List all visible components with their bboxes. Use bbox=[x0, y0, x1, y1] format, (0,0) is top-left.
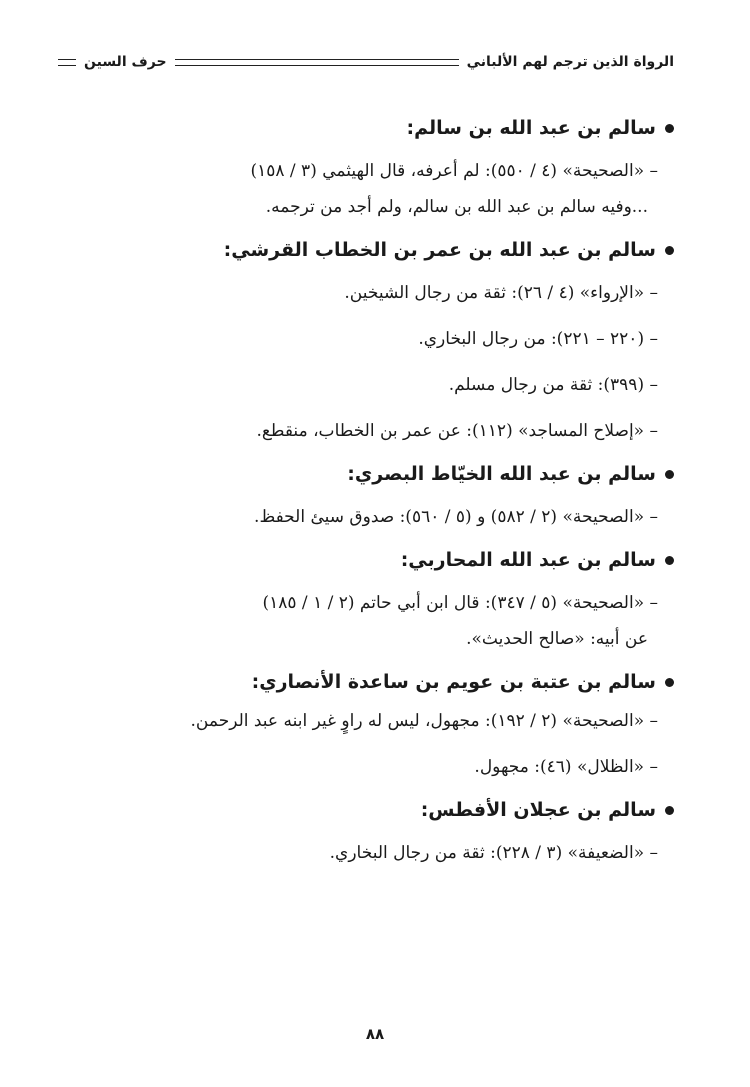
section-title: حرف السين bbox=[84, 54, 167, 70]
entry-line: – «الظلال» (٤٦): مجهول. bbox=[474, 757, 658, 777]
narrator-name: سالم بن عتبة بن عويم بن ساعدة الأنصاري: bbox=[251, 671, 656, 693]
bullet-icon bbox=[665, 556, 674, 565]
narrator-entry bbox=[58, 108, 674, 230]
entry-heading bbox=[58, 662, 674, 702]
narrator-entry bbox=[58, 662, 674, 790]
entry-line: – «الصحيحة» (٥ / ٣٤٧): قال ابن أبي حاتم (٢ / ١ / ١٨٥) bbox=[262, 593, 658, 613]
bullet-icon bbox=[665, 124, 674, 133]
entry-heading bbox=[58, 540, 674, 580]
entry-line: – «الضعيفة» (٣ / ٢٢٨): ثقة من رجال البخاري. bbox=[329, 843, 658, 863]
header-rule-short bbox=[58, 59, 76, 66]
entry-heading bbox=[58, 230, 674, 270]
page-number: ٨٨ bbox=[365, 1025, 385, 1043]
entry-line: عن أبيه: «صالح الحديث». bbox=[466, 629, 648, 649]
book-title: الرواة الذين ترجم لهم الألباني bbox=[466, 54, 674, 70]
bullet-icon bbox=[665, 470, 674, 479]
narrator-entry bbox=[58, 230, 674, 454]
entry-heading bbox=[58, 454, 674, 494]
entry-line: – «الصحيحة» (٢ / ٥٨٢) و (٥ / ٥٦٠): صدوق سيئ الحفظ. bbox=[254, 507, 658, 527]
narrator-name: سالم بن عبد الله بن عمر بن الخطاب القرشي: bbox=[223, 239, 656, 261]
bullet-icon bbox=[665, 678, 674, 687]
entry-heading bbox=[58, 108, 674, 148]
narrator-entry bbox=[58, 790, 674, 876]
narrator-name: سالم بن عجلان الأفطس: bbox=[420, 799, 656, 821]
entry-line: ...وفيه سالم بن عبد الله بن سالم، ولم أجد من ترجمه. bbox=[265, 197, 648, 217]
entry-line: – «إصلاح المساجد» (١١٢): عن عمر بن الخطاب، منقطع. bbox=[256, 421, 658, 441]
entries-list bbox=[58, 108, 674, 876]
entry-line: – (٣٩٩): ثقة من رجال مسلم. bbox=[448, 375, 658, 395]
entry-line: – «الصحيحة» (٢ / ١٩٢): مجهول، ليس له راوٍ غير ابنه عبد الرحمن. bbox=[190, 711, 658, 731]
narrator-name: سالم بن عبد الله الخيّاط البصري: bbox=[347, 463, 656, 485]
entry-line: – (٢٢٠ – ٢٢١): من رجال البخاري. bbox=[418, 329, 658, 349]
entry-line: – «الصحيحة» (٤ / ٥٥٠): لم أعرفه، قال الهيثمي (٣ / ١٥٨) bbox=[250, 161, 658, 181]
entry-line: – «الإرواء» (٤ / ٢٦): ثقة من رجال الشيخين. bbox=[344, 283, 658, 303]
narrator-name: سالم بن عبد الله بن سالم: bbox=[406, 117, 656, 139]
bullet-icon bbox=[665, 806, 674, 815]
entry-heading bbox=[58, 790, 674, 830]
header-rule bbox=[175, 59, 459, 66]
narrator-entry bbox=[58, 540, 674, 662]
narrator-name: سالم بن عبد الله المحاربي: bbox=[400, 549, 656, 571]
bullet-icon bbox=[665, 246, 674, 255]
running-header bbox=[58, 50, 674, 74]
narrator-entry bbox=[58, 454, 674, 540]
